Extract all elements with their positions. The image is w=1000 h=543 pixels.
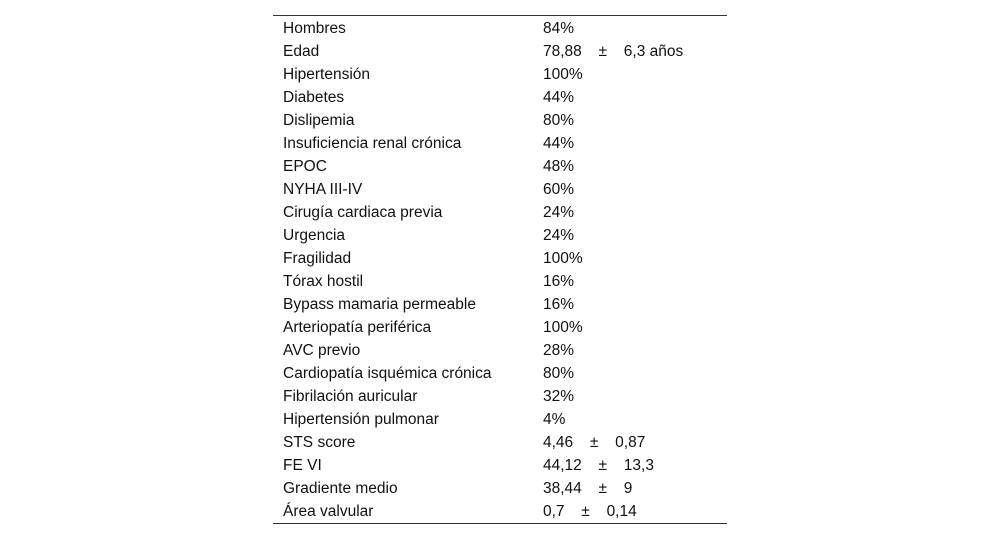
- row-value: [543, 477, 632, 500]
- row-value: 84%: [543, 20, 575, 37]
- table-row: [273, 132, 727, 155]
- table-row: [273, 385, 727, 408]
- row-label: Dislipemia: [283, 112, 355, 129]
- row-label: EPOC: [283, 158, 327, 175]
- row-label: Hipertensión: [283, 66, 371, 83]
- row-value: 60%: [543, 181, 575, 198]
- sd-value: 13,3: [623, 457, 654, 474]
- row-value: 44%: [543, 135, 575, 152]
- row-value: 24%: [543, 227, 575, 244]
- plus-minus-symbol: ±: [589, 434, 599, 451]
- row-label: Área valvular: [283, 503, 374, 520]
- row-label: STS score: [283, 434, 356, 451]
- row-value: 16%: [543, 296, 575, 313]
- mean-value: 4,46: [543, 434, 574, 451]
- row-value: 24%: [543, 204, 575, 221]
- plus-minus-symbol: ±: [598, 457, 608, 474]
- table-row: [273, 155, 727, 178]
- row-value: 100%: [543, 66, 583, 83]
- table-row: [273, 362, 727, 385]
- table-row: [273, 477, 727, 500]
- row-label: Fragilidad: [283, 250, 352, 267]
- table-row: [273, 316, 727, 339]
- table-row: [273, 63, 727, 86]
- row-label: Gradiente medio: [283, 480, 398, 497]
- row-value: 4%: [543, 411, 566, 428]
- row-label: Bypass mamaria permeable: [283, 296, 476, 313]
- row-label: Diabetes: [283, 89, 345, 106]
- row-label: Insuficiencia renal crónica: [283, 135, 462, 152]
- row-label: AVC previo: [283, 342, 361, 359]
- plus-minus-symbol: ±: [581, 503, 590, 520]
- table-row: [273, 408, 727, 431]
- row-label: Edad: [283, 43, 320, 60]
- plus-minus-symbol: ±: [598, 43, 608, 60]
- row-value: [543, 40, 683, 63]
- row-value: 100%: [543, 250, 583, 267]
- row-value: 44%: [543, 89, 575, 106]
- table-row: [273, 17, 727, 40]
- row-label: Hombres: [283, 20, 346, 37]
- row-label: Fibrilación auricular: [283, 388, 418, 405]
- table-row: [273, 500, 727, 523]
- row-value: 48%: [543, 158, 575, 175]
- row-label: Urgencia: [283, 227, 346, 244]
- row-value: 80%: [543, 112, 575, 129]
- mean-value: 78,88: [543, 43, 582, 60]
- row-label: Tórax hostil: [283, 273, 364, 290]
- row-value: [543, 454, 654, 477]
- table-row: [273, 270, 727, 293]
- row-label: FE VI: [283, 457, 322, 474]
- row-value: 80%: [543, 365, 575, 382]
- table-row: [273, 431, 727, 454]
- row-value: 100%: [543, 319, 583, 336]
- mean-value: 0,7: [543, 503, 565, 520]
- table-row: [273, 109, 727, 132]
- row-label: Cirugía cardiaca previa: [283, 204, 443, 221]
- sd-value: 0,14: [606, 503, 637, 520]
- sd-value: 0,87: [615, 434, 646, 451]
- sd-value: 6,3 años: [623, 43, 684, 60]
- plus-minus-symbol: ±: [598, 480, 608, 497]
- mean-value: 44,12: [543, 457, 582, 474]
- table-row: [273, 247, 727, 270]
- row-label: Arteriopatía periférica: [283, 319, 432, 336]
- row-value: 16%: [543, 273, 575, 290]
- mean-value: 38,44: [543, 480, 582, 497]
- table-row: [273, 293, 727, 316]
- baseline-characteristics-table: [273, 15, 727, 524]
- row-value: [543, 500, 637, 523]
- row-value: 32%: [543, 388, 575, 405]
- sd-value: 9: [623, 480, 633, 497]
- table-row: [273, 86, 727, 109]
- table-row: [273, 224, 727, 247]
- table-row: [273, 201, 727, 224]
- row-label: Hipertensión pulmonar: [283, 411, 439, 428]
- table-row: [273, 40, 727, 63]
- table-row: [273, 178, 727, 201]
- row-value: [543, 431, 645, 454]
- table-row: [273, 454, 727, 477]
- row-value: 28%: [543, 342, 575, 359]
- row-label: Cardiopatía isquémica crónica: [283, 365, 492, 382]
- row-label: NYHA III-IV: [283, 181, 363, 198]
- table-row: [273, 339, 727, 362]
